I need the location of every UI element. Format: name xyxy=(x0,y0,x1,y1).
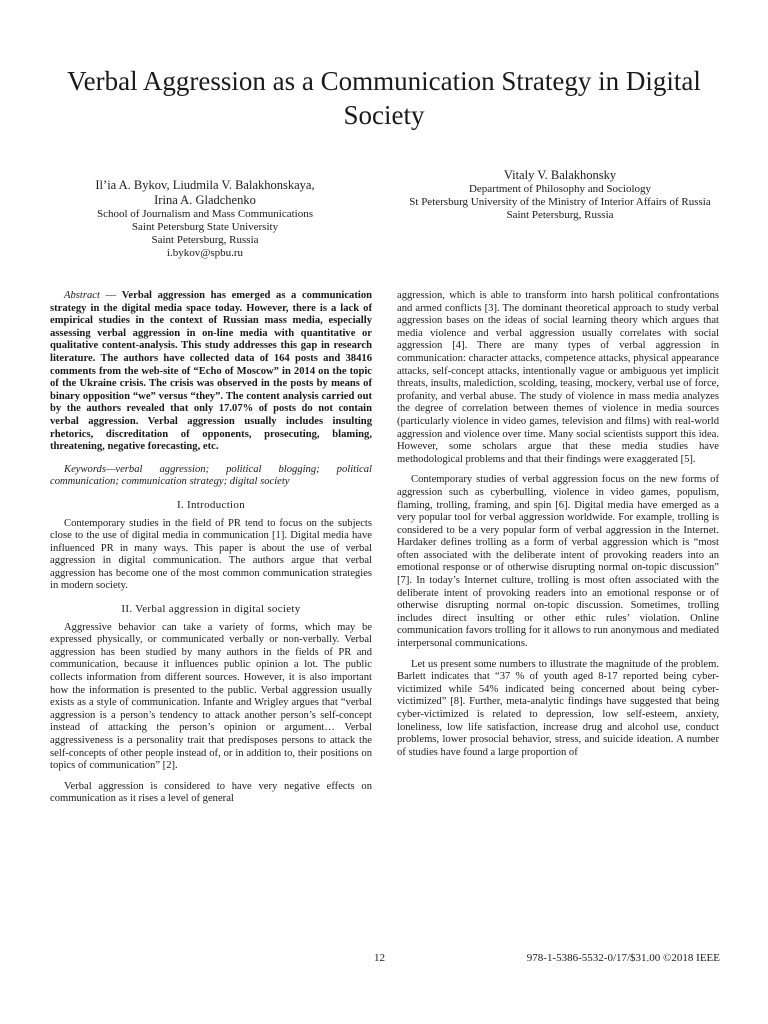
paragraph: Let us present some numbers to illustrate the magnitude of the problem. Barlett indicates that “37 % of youth aged 8-17 reported being cyber-victimized while 54% indicated being concerned about being cyber-victimized” [8]. Further, meta-analytic findings have suggested that being cyber-victimized is related to depression, low self-esteem, anxiety, loneliness, low life satisfaction, increase drug and alcohol use, conduct problems, lower prosocial behavior, stress, and suicide ideation. A number of studies have found a large proportion of xyxy=(397,658,719,758)
keywords: Keywords—verbal aggression; political blogging; political communication; communication strategy; digital society xyxy=(50,463,372,488)
isbn-copyright: 978-1-5386-5532-0/17/$31.00 ©2018 IEEE xyxy=(526,952,720,964)
abstract-dash: — xyxy=(99,290,122,301)
right-column xyxy=(397,290,719,759)
paragraph: Contemporary studies in the field of PR tend to focus on the subjects close to the use of digital media in communication [1]. Digital media have influenced PR in many ways. This paper is about the use of verbal aggression in digital communication. The authors argue that verbal aggression has become one of the most common communication strategies in modern society. xyxy=(50,517,372,592)
paragraph: Aggressive behavior can take a variety of forms, which may be expressed physically, or communicated verbally or non-verbally. Verbal aggression has been studied by many authors in the fields of PR and communication, because it influences public opinion a lot. The public collects information from different sources. However, it is also important how the information is presented to the public. Verbal aggression usually exists as a style of communication. Infante and Wrigley argues that “verbal aggression is a person’s tendency to attack another person’s self-concept instead of attacking the person’s opinion or argument… Verbal aggressiveness is a personality trait that predisposes persons to attack the self-concepts of other people instead of, or in addition to, their positions on topics of communication” [2]. xyxy=(50,621,372,772)
author-department: Department of Philosophy and Sociology xyxy=(468,183,652,195)
author-university: St Petersburg University of the Ministry of Interior Affairs of Russia xyxy=(409,196,711,208)
left-column xyxy=(50,290,372,806)
paragraph: Verbal aggression is considered to have very negative effects on communication as it rises a level of general xyxy=(50,780,372,805)
author-names-continued: Irina A. Gladchenko xyxy=(154,193,256,207)
section-heading-introduction: I. Introduction xyxy=(176,498,246,511)
abstract-text: Verbal aggression has emerged as a communication strategy in the digital media space today. However, there is a lack of empirical studies in the context of Russian mass media, especially assessing verbal aggression in on-line media with quantitative or qualitative content-analysis. This study addresses this gap in research literature. The authors have collected data of 164 posts and 38416 comments from the web-site of “Echo of Moscow” in 2014 on the topic of the Ukraine crisis. The crisis was observed in the posts by means of binary opposition “we” versus “they”. The content analysis carried out by the authors revealed that only 17.07% of posts do not contain verbal aggression. Verbal aggression usually includes insulting rhetorics, discreditation of opponents, prosecuting, blaming, threatening, negative forecasting, etc. xyxy=(50,290,373,453)
author-name: Vitaly V. Balakhonsky xyxy=(503,168,617,182)
author-names: Il’ia A. Bykov, Liudmila V. Balakhonskaya, xyxy=(95,178,315,192)
section-heading-verbal-aggression: II. Verbal aggression in digital society xyxy=(121,603,301,616)
author-block-right xyxy=(405,168,715,222)
author-city: Saint Petersburg, Russia xyxy=(506,209,614,221)
author-email: i.bykov@spbu.ru xyxy=(166,247,244,259)
author-city: Saint Petersburg, Russia xyxy=(151,234,259,246)
paragraph: aggression, which is able to transform into harsh political confrontations and armed conflicts [3]. The dominant theoretical approach to study verbal aggression bases on the ideas of social learning theory which argues that media violence and verbal aggression usually correlates with social aggression [4]. There are many types of verbal aggression in communication: character attacks, competence attacks, physical appearance attacks, self-concept attacks, intentionally vague or ambiguous yet implicit threats, insults, malediction, scolding, teasing, mockery, verbal use of force, profanity, and verbal abuse. The study of violence in mass media analyzes the degree of correlation between themes of violence in media sources (particularly violence in video games, television and films) with real-world aggression and violence over time. Many social scientists support this idea. However, some scholars argue that these media studies have methodological problems and that their findings were exaggerated [5]. xyxy=(397,290,719,465)
author-department: School of Journalism and Mass Communications xyxy=(96,208,313,220)
author-block-left xyxy=(60,178,350,260)
author-university: Saint Petersburg State University xyxy=(131,221,279,233)
page-number: 12 xyxy=(374,952,385,964)
paper-title: Verbal Aggression as a Communication Strategy in Digital Society xyxy=(67,66,701,130)
abstract xyxy=(50,290,372,454)
abstract-label: Abstract xyxy=(64,290,100,301)
paragraph: Contemporary studies of verbal aggression focus on the new forms of aggression such as cyberbulling, violence in video games, populism, flaming, trolling, framing, and spin [6]. Digital media have emerged as a very popular tool for verbal aggression worldwide. For example, trolling is considered to be a very popular form of verbal aggression in the Internet. Hardaker defines trolling as a form of verbal aggression which is “most often associated with the deliberate intent of provoking readers into an emotional response or of otherwise disrupting normal on-topic discussion” [7]. In today’s Internet culture, trolling is most often associated with the deliberate intent of provoking readers into an emotional response or of otherwise disrupting normal on-topic discussion. Sometimes, trolling includes direct insulting or other ethic rules’ violation. Online communication favors trolling for it allows to run anonymous and mediated interpersonal communications. xyxy=(397,474,719,650)
